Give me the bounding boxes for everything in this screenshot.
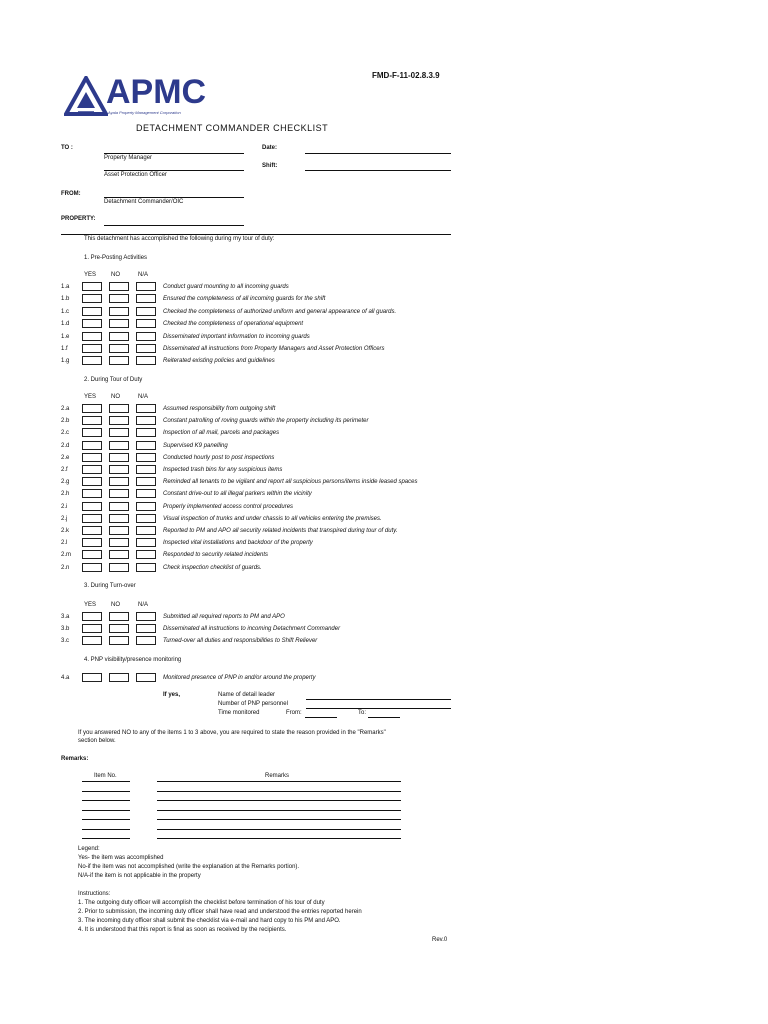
item-text: Monitored presence of PNP in and/or around the property [163, 675, 316, 681]
checkbox-yes[interactable] [82, 673, 102, 682]
item-text: Visual inspection of trunks and under chassis to all vehicles entering the premises. [163, 516, 382, 522]
checkbox-no[interactable] [109, 428, 129, 437]
checkbox-na[interactable] [136, 344, 156, 353]
checkbox-no[interactable] [109, 307, 129, 316]
column-header-na: N/A [138, 394, 149, 400]
checkbox-no[interactable] [109, 538, 129, 547]
section-title: 3. During Turn-over [84, 583, 136, 589]
revision: Rev.0 [432, 937, 448, 943]
item-code: 1.b [61, 296, 70, 302]
apmc-logo [64, 73, 207, 118]
item-text: Constant patrolling of roving guards within the property including its perimeter [163, 418, 369, 424]
checkbox-yes[interactable] [82, 465, 102, 474]
item-code: 2.a [61, 406, 70, 412]
item-code: 2.f [61, 467, 68, 473]
checkbox-na[interactable] [136, 612, 156, 621]
item-text: Disseminated all instructions to incoming Detachment Commander [163, 626, 341, 632]
checkbox-yes[interactable] [82, 514, 102, 523]
checkbox-no[interactable] [109, 636, 129, 645]
item-code: 1.d [61, 321, 70, 327]
legend-yes: Yes- the item was accomplished [78, 855, 164, 861]
detail-leader-field[interactable] [306, 699, 451, 700]
item-text: Conduct guard mounting to all incoming guards [163, 284, 289, 290]
remarks-label: Remarks: [61, 756, 89, 762]
item-code: 1.g [61, 358, 70, 364]
checkbox-na[interactable] [136, 441, 156, 450]
logo-triangle-icon [64, 76, 108, 116]
remark-text-field[interactable] [157, 819, 401, 820]
checkbox-yes[interactable] [82, 294, 102, 303]
property-field[interactable] [104, 225, 244, 226]
remarks-header: Remarks [265, 773, 290, 779]
checkbox-no[interactable] [109, 550, 129, 559]
checkbox-na[interactable] [136, 526, 156, 535]
item-text: Check inspection checklist of guards. [163, 565, 262, 571]
time-monitored-label: Time monitored [218, 710, 260, 716]
item-no-header: Item No. [94, 773, 117, 779]
section-title: 4. PNP visibility/presence monitoring [84, 657, 182, 663]
checkbox-yes[interactable] [82, 356, 102, 365]
checkbox-yes[interactable] [82, 416, 102, 425]
item-text: Checked the completeness of authorized uniform and general appearance of all guards. [163, 309, 397, 315]
item-no-header-line [82, 781, 130, 782]
logo-subtitle: Ayala Property Management Corporation [108, 110, 181, 115]
item-code: 2.b [61, 418, 70, 424]
checkbox-no[interactable] [109, 441, 129, 450]
item-text: Properly implemented access control procedures [163, 504, 294, 510]
checkbox-yes[interactable] [82, 477, 102, 486]
property-label: PROPERTY: [61, 216, 96, 222]
remark-text-field[interactable] [157, 800, 401, 801]
checkbox-yes[interactable] [82, 563, 102, 572]
checkbox-yes[interactable] [82, 538, 102, 547]
checkbox-yes[interactable] [82, 526, 102, 535]
checkbox-na[interactable] [136, 282, 156, 291]
checkbox-yes[interactable] [82, 624, 102, 633]
item-text: Conducted hourly post to post inspections [163, 455, 275, 461]
item-text: Disseminated all instructions from Property Managers and Asset Protection Officers [163, 346, 385, 352]
checkbox-no[interactable] [109, 624, 129, 633]
checkbox-na[interactable] [136, 319, 156, 328]
checkbox-no[interactable] [109, 502, 129, 511]
to-asset-protection-officer: Asset Protection Officer [104, 172, 167, 178]
date-label: Date: [262, 145, 278, 151]
item-text: Responded to security related incidents [163, 552, 269, 558]
checkbox-no[interactable] [109, 563, 129, 572]
from-label: FROM: [61, 191, 81, 197]
checkbox-no[interactable] [109, 319, 129, 328]
checkbox-no[interactable] [109, 453, 129, 462]
item-code: 3.a [61, 614, 70, 620]
item-code: 4.a [61, 675, 70, 681]
checkbox-no[interactable] [109, 526, 129, 535]
checkbox-na[interactable] [136, 332, 156, 341]
section-title: 1. Pre-Posting Activities [84, 255, 148, 261]
checkbox-na[interactable] [136, 465, 156, 474]
checkbox-na[interactable] [136, 356, 156, 365]
checkbox-yes[interactable] [82, 489, 102, 498]
legend-no: No-if the item was not accomplished (write the explanation at the Remarks portion). [78, 864, 300, 870]
pnp-personnel-field[interactable] [306, 708, 451, 709]
item-code: 2.i [61, 504, 68, 510]
item-text: Inspected trash bins for any suspicious items [163, 467, 283, 473]
remark-text-field[interactable] [157, 810, 401, 811]
instruction-2: 2. Prior to submission, the incoming duty officer shall have read and understood the entries reported herein [78, 909, 362, 915]
item-code: 2.j [61, 516, 68, 522]
item-text: Constant drive-out to all illegal parkers within the vicinity [163, 491, 312, 497]
note-line-1: If you answered NO to any of the items 1 to 3 above, you are required to state the reason provided in the "Remarks" [78, 730, 386, 736]
item-text: Checked the completeness of operational equipment [163, 321, 304, 327]
instruction-4: 4. It is understood that this report is final as soon as received by the recipients. [78, 927, 287, 933]
remark-item-field[interactable] [82, 810, 130, 811]
item-code: 2.l [61, 540, 68, 546]
remark-item-field[interactable] [82, 800, 130, 801]
item-text: Assumed responsibility from outgoing shift [163, 406, 276, 412]
checkbox-yes[interactable] [82, 550, 102, 559]
checkbox-no[interactable] [109, 465, 129, 474]
from-detachment-commander: Detachment Commander/OIC [104, 199, 184, 205]
item-code: 3.c [61, 638, 70, 644]
column-header-na: N/A [138, 272, 149, 278]
column-header-no: NO [111, 602, 120, 608]
checkbox-na[interactable] [136, 477, 156, 486]
checkbox-no[interactable] [109, 332, 129, 341]
column-header-yes: YES [84, 602, 97, 608]
checkbox-na[interactable] [136, 294, 156, 303]
checkbox-na[interactable] [136, 538, 156, 547]
checkbox-no[interactable] [109, 404, 129, 413]
remark-item-field[interactable] [82, 829, 130, 830]
remark-item-field[interactable] [82, 819, 130, 820]
checkbox-yes[interactable] [82, 332, 102, 341]
checkbox-na[interactable] [136, 550, 156, 559]
item-code: 2.m [61, 552, 72, 558]
checkbox-yes[interactable] [82, 344, 102, 353]
to-property-manager: Property Manager [104, 155, 153, 161]
item-text: Ensured the completeness of all incoming guards for the shift [163, 296, 326, 302]
item-code: 1.a [61, 284, 70, 290]
checkbox-yes[interactable] [82, 441, 102, 450]
checkbox-yes[interactable] [82, 502, 102, 511]
item-code: 1.f [61, 346, 68, 352]
legend-title: Legend: [78, 846, 100, 852]
item-code: 1.e [61, 334, 70, 340]
pnp-personnel-label: Number of PNP personnel [218, 701, 288, 707]
column-header-yes: YES [84, 394, 97, 400]
item-text: Supervised K9 panelling [163, 443, 228, 449]
checkbox-na[interactable] [136, 624, 156, 633]
item-text: Reported to PM and APO all security related incidents that transpired during tour of duty. [163, 528, 398, 534]
checkbox-no[interactable] [109, 344, 129, 353]
item-code: 2.h [61, 491, 70, 497]
checkbox-na[interactable] [136, 636, 156, 645]
date-field[interactable] [305, 153, 451, 154]
checkbox-na[interactable] [136, 416, 156, 425]
item-text: Inspection of all mail, parcels and packages [163, 430, 280, 436]
checkbox-yes[interactable] [82, 404, 102, 413]
item-text: Disseminated important information to incoming guards [163, 334, 310, 340]
checkbox-na[interactable] [136, 404, 156, 413]
detail-leader-label: Name of detail leader [218, 692, 276, 698]
checkbox-na[interactable] [136, 489, 156, 498]
item-text: Reiterated existing policies and guidelines [163, 358, 275, 364]
item-code: 3.b [61, 626, 70, 632]
item-text: Reminded all tenants to be vigilant and report all suspicious persons/items inside leased spaces [163, 479, 418, 485]
remark-text-field[interactable] [157, 829, 401, 830]
checkbox-yes[interactable] [82, 428, 102, 437]
note-line-2: section below. [78, 738, 116, 744]
item-code: 2.c [61, 430, 70, 436]
column-header-no: NO [111, 272, 120, 278]
column-header-no: NO [111, 394, 120, 400]
shift-field[interactable] [305, 170, 451, 171]
instruction-1: 1. The outgoing duty officer will accomplish the checklist before termination of his tour of duty [78, 900, 325, 906]
checkbox-no[interactable] [109, 612, 129, 621]
item-code: 2.n [61, 565, 70, 571]
remark-text-field[interactable] [157, 791, 401, 792]
if-yes-label: If yes, [163, 692, 181, 698]
instruction-3: 3. The incoming duty officer shall submit the checklist via e-mail and hard copy to his PM and APO. [78, 918, 341, 924]
checkbox-na[interactable] [136, 453, 156, 462]
checkbox-no[interactable] [109, 477, 129, 486]
item-text: Submitted all required reports to PM and APO [163, 614, 285, 620]
checkbox-na[interactable] [136, 307, 156, 316]
checkbox-na[interactable] [136, 673, 156, 682]
item-code: 2.d [61, 443, 70, 449]
checkbox-no[interactable] [109, 282, 129, 291]
checkbox-no[interactable] [109, 489, 129, 498]
column-header-yes: YES [84, 272, 97, 278]
to-label: TO : [61, 145, 73, 151]
checkbox-yes[interactable] [82, 307, 102, 316]
remarks-header-line [157, 781, 401, 782]
column-header-na: N/A [138, 602, 149, 608]
remark-item-field[interactable] [82, 791, 130, 792]
time-to-label: To: [358, 710, 367, 716]
item-code: 2.e [61, 455, 70, 461]
checkbox-yes[interactable] [82, 319, 102, 328]
checkbox-na[interactable] [136, 428, 156, 437]
checkbox-na[interactable] [136, 514, 156, 523]
item-text: Turned-over all duties and responsibilities to Shift Reliever [163, 638, 318, 644]
remark-text-field[interactable] [157, 838, 401, 839]
page-title: DETACHMENT COMMANDER CHECKLIST [136, 123, 329, 133]
checkbox-no[interactable] [109, 514, 129, 523]
checkbox-no[interactable] [109, 673, 129, 682]
checkbox-yes[interactable] [82, 612, 102, 621]
item-code: 2.g [61, 479, 70, 485]
remark-item-field[interactable] [82, 838, 130, 839]
intro-text: This detachment has accomplished the following during my tour of duty: [84, 236, 275, 242]
checkbox-no[interactable] [109, 416, 129, 425]
item-code: 1.c [61, 309, 70, 315]
time-from-label: From: [286, 710, 302, 716]
checkbox-yes[interactable] [82, 453, 102, 462]
checkbox-no[interactable] [109, 356, 129, 365]
checkbox-na[interactable] [136, 502, 156, 511]
shift-label: Shift: [262, 163, 278, 169]
checkbox-yes[interactable] [82, 636, 102, 645]
logo-text: APMC [106, 73, 207, 111]
section-title: 2. During Tour of Duty [84, 377, 143, 383]
time-from-field[interactable] [305, 717, 337, 718]
form-code: FMD-F-11-02.8.3.9 [372, 71, 440, 80]
time-to-field[interactable] [368, 717, 400, 718]
legend-na: N/A-if the item is not applicable in the property [78, 873, 201, 879]
checkbox-no[interactable] [109, 294, 129, 303]
item-code: 2.k [61, 528, 70, 534]
checkbox-yes[interactable] [82, 282, 102, 291]
item-text: Inspected vital installations and backdoor of the property [163, 540, 313, 546]
instructions-title: Instructions: [78, 891, 111, 897]
checkbox-na[interactable] [136, 563, 156, 572]
